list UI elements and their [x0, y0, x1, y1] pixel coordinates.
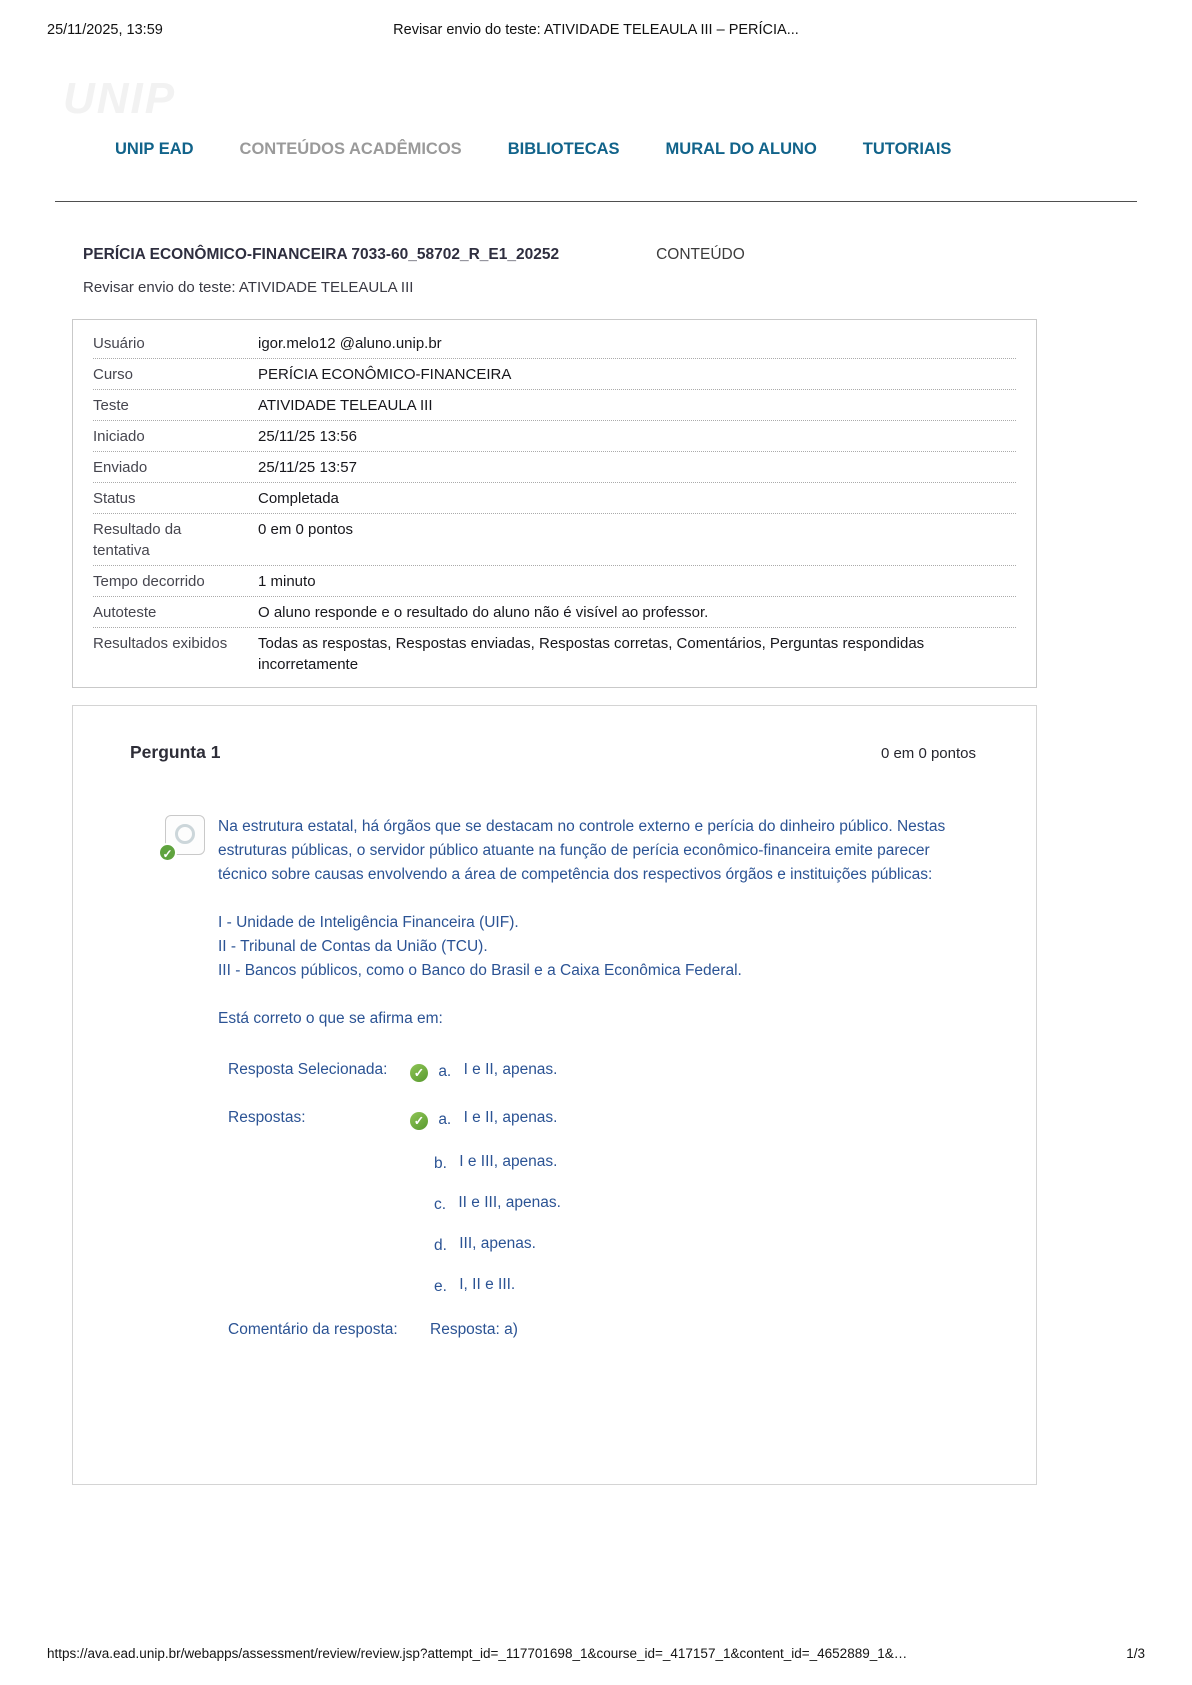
breadcrumb: [83, 246, 1132, 264]
option-letter: e.: [434, 1278, 447, 1295]
answers-section: [228, 1061, 1036, 1339]
question-item: II - Tribunal de Contas da União (TCU).: [218, 938, 488, 955]
comment-label: Comentário da resposta:: [228, 1321, 398, 1338]
option-text: III, apenas.: [459, 1235, 536, 1252]
refresh-ring-icon: [175, 824, 195, 844]
question-header: [73, 706, 1036, 763]
nav-item-bibliotecas[interactable]: BIBLIOTECAS: [507, 140, 620, 158]
option-letter: a.: [438, 1111, 452, 1128]
info-row: [93, 597, 1016, 628]
info-row: [93, 452, 1016, 483]
info-label: Curso: [93, 366, 134, 383]
correct-check-icon: ✓: [410, 1064, 428, 1082]
question-content: [162, 815, 1036, 1031]
answer-option: [410, 1194, 561, 1212]
info-row: [93, 566, 1016, 597]
info-label: Resultados exibidos: [93, 635, 228, 652]
info-label: Resultado da tentativa: [93, 521, 182, 559]
footer-url: https://ava.ead.unip.br/webapps/assessment/review/review.jsp?attempt_id=_117701698_1&course_id=_417157_1&content_id=_4652889_1&…: [47, 1646, 908, 1661]
info-value: O aluno responde e o resultado do aluno não é visível ao professor.: [258, 604, 709, 621]
question-text: [218, 815, 948, 1031]
option-text: I, II e III.: [459, 1276, 516, 1293]
content-breadcrumb-link[interactable]: CONTEÚDO: [656, 246, 745, 263]
print-footer: [47, 1646, 1145, 1661]
nav-item-conteudos-academicos[interactable]: CONTEÚDOS ACADÊMICOS: [239, 140, 462, 158]
option-letter: c.: [434, 1196, 447, 1213]
info-value: 0 em 0 pontos: [258, 521, 354, 538]
question-block: [72, 705, 1037, 1485]
print-header-date: 25/11/2025, 13:59: [47, 22, 163, 38]
question-items: [218, 911, 948, 983]
selected-answer-label: Resposta Selecionada:: [228, 1061, 388, 1078]
test-info-table: [72, 319, 1037, 688]
info-value: 25/11/25 13:56: [258, 428, 357, 445]
info-value: Completada: [258, 490, 339, 507]
course-title: PERÍCIA ECONÔMICO-FINANCEIRA 7033-60_58702_R_E1_20252: [83, 246, 560, 263]
info-label: Tempo decorrido: [93, 573, 205, 590]
question-item: I - Unidade de Inteligência Financeira (UIF).: [218, 914, 519, 931]
answer-option: [410, 1276, 561, 1294]
answers-label: Respostas:: [228, 1109, 306, 1126]
info-row: [93, 359, 1016, 390]
header-divider: [55, 201, 1137, 202]
info-label: Autoteste: [93, 604, 157, 621]
comment-row: [228, 1321, 1036, 1339]
question-status-icon: [162, 815, 205, 861]
answer-option: [410, 1109, 561, 1130]
footer-page-number: 1/3: [1126, 1646, 1145, 1661]
info-label: Enviado: [93, 459, 148, 476]
info-row: [93, 628, 1016, 679]
answer-option: [410, 1153, 561, 1171]
option-text: II e III, apenas.: [458, 1194, 561, 1211]
info-row: [93, 328, 1016, 359]
question-paragraph: Na estrutura estatal, há órgãos que se destacam no controle externo e perícia do dinheiro público. Nestas estruturas públicas, o servidor público atuante na função de perícia econômico-financeira emite parecer técnico sobre causas envolvendo a área de competência dos respectivos órgãos e instituições públicas:: [218, 818, 946, 883]
selected-answer-row: [228, 1061, 1036, 1082]
info-row: [93, 390, 1016, 421]
review-subtitle: Revisar envio do teste: ATIVIDADE TELEAULA III: [83, 279, 414, 296]
info-row: [93, 514, 1016, 566]
info-label: Iniciado: [93, 428, 145, 445]
info-value: 25/11/25 13:57: [258, 459, 357, 476]
question-title: Pergunta 1: [130, 742, 221, 762]
answer-option: [410, 1235, 561, 1253]
comment-text: Resposta: a): [430, 1321, 518, 1338]
info-value: Todas as respostas, Respostas enviadas, Respostas corretas, Comentários, Perguntas respondidas incorretamente: [258, 635, 925, 673]
info-label: Usuário: [93, 335, 145, 352]
option-text: I e II, apenas.: [463, 1109, 558, 1126]
print-header-title: Revisar envio do teste: ATIVIDADE TELEAULA III – PERÍCIA...: [393, 22, 799, 38]
option-letter: a.: [438, 1063, 452, 1080]
nav-item-mural-do-aluno[interactable]: MURAL DO ALUNO: [665, 140, 817, 158]
info-label: Status: [93, 490, 136, 507]
unip-logo: UNIP: [63, 74, 177, 123]
info-value: ATIVIDADE TELEAULA III: [258, 397, 433, 414]
main-nav: [115, 140, 1192, 159]
question-prompt: Está correto o que se afirma em:: [218, 1010, 443, 1027]
option-text: I e II, apenas.: [463, 1061, 558, 1078]
info-value: 1 minuto: [258, 573, 316, 590]
info-value: PERÍCIA ECONÔMICO-FINANCEIRA: [258, 366, 512, 383]
option-text: I e III, apenas.: [459, 1153, 558, 1170]
correct-check-icon: ✓: [158, 843, 177, 862]
info-row: [93, 421, 1016, 452]
question-item: III - Bancos públicos, como o Banco do Brasil e a Caixa Econômica Federal.: [218, 962, 742, 979]
info-row: [93, 483, 1016, 514]
option-letter: b.: [434, 1155, 447, 1172]
question-points: 0 em 0 pontos: [880, 745, 976, 762]
nav-item-unip-ead[interactable]: UNIP EAD: [115, 140, 194, 158]
answer-options: [410, 1109, 561, 1294]
option-letter: d.: [434, 1237, 447, 1254]
print-header: [0, 0, 1192, 44]
nav-item-tutoriais[interactable]: TUTORIAIS: [862, 140, 952, 158]
correct-check-icon: ✓: [410, 1112, 428, 1130]
info-label: Teste: [93, 397, 129, 414]
info-value: igor.melo12 @aluno.unip.br: [258, 335, 442, 352]
selected-answer: [410, 1061, 558, 1082]
answers-row: [228, 1109, 1036, 1294]
